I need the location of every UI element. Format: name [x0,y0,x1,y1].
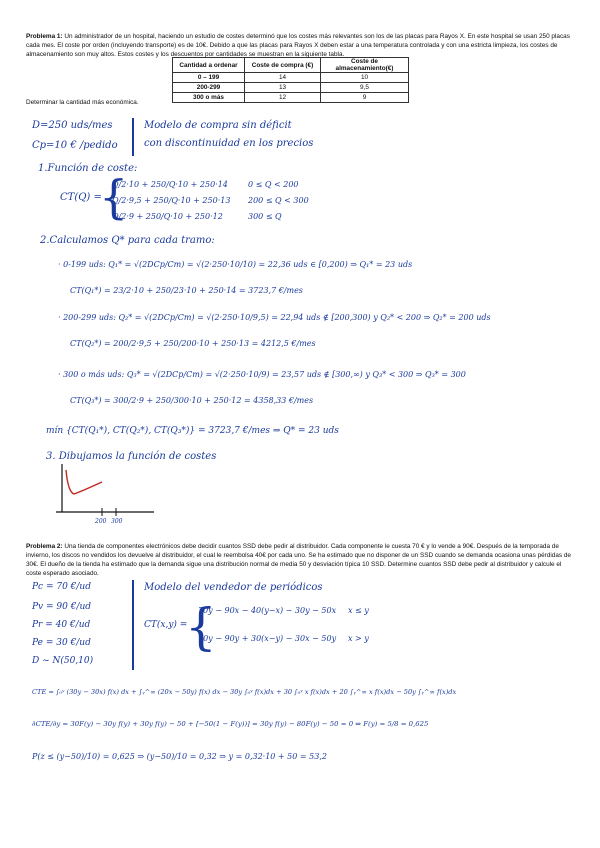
table-header: Cantidad a ordenar [173,58,245,73]
model-title-line1: Modelo de compra sin déficit [144,120,292,131]
table-cell: 9,5 [321,83,409,93]
tramo2-calc: · 200-299 uds: Q₂* = √(2DCp/Cm) = √(2·250·10/9,5) = 22,94 uds ∉ [200,300) y Q₂* < 200 ⇒ Q₂* = 200 uds [58,313,491,322]
separator-line [132,580,134,670]
table-cell: 0 – 199 [173,73,245,83]
step3-title: 3. Dibujamos la función de costes [46,451,217,462]
table-cell: 10 [321,73,409,83]
separator-line [132,118,134,156]
ct2-row-1-expr: 70y − 90x − 40(y−x) − 30y − 50x [198,606,337,615]
price-table [172,57,409,103]
ct-row-2-cond: 200 ≤ Q < 300 [248,196,309,205]
demand-distribution: D ~ N(50,10) [32,656,94,666]
ct-row-2-expr: Q/2·9,5 + 250/Q·10 + 250·13 [112,196,231,205]
graph-tick-label: 300 [111,518,123,525]
problem2-label: Problema 2: [26,543,63,550]
cost-price: Pc = 70 €/ud [32,582,91,592]
table-cell: 300 o más [173,93,245,103]
data-demand: D=250 uds/mes [32,120,113,131]
ct2-row-2-cond: x > y [348,634,369,643]
problem2-statement [26,542,578,578]
problem1-question: Determinar la cantidad más económica. [26,99,139,106]
data-order-cost: Cp=10 € /pedido [32,140,118,151]
step2-title-text: 2.Calculamos Q* para cada tramo: [40,235,215,246]
shortage-cost: Pe = 30 €/ud [32,638,91,648]
derivative-equation: ∂CTE/∂y = 30F(y) − 30y f(y) + 30y f(y) − 50 + [−50(1 − F(y))] = 30y f(y) − 80F(y) − 50 = 0 ⇒ F(y) = 5/8 = 0,625 [32,720,429,728]
ct-row-1-cond: 0 ≤ Q < 200 [248,180,299,189]
table-row [173,83,409,93]
graph-cost-curve [66,470,102,494]
step1-title: 1.Función de coste: [38,163,138,174]
table-header: Coste de almacenamiento(€) [321,58,409,73]
tramo3-calc: · 300 o más uds: Q₃* = √(2DCp/Cm) = √(2·250·10/9) = 23,57 uds ∉ [300,∞) y Q₃* < 300 ⇒ Q₃* = 300 [58,370,466,379]
brace-symbol: { [99,170,129,224]
probability-result: P(z ≤ (y−50)/10) = 0,625 ⇒ (y−50)/10 = 0,32 ⇒ y = 0,32·10 + 50 = 53,2 [32,752,327,761]
problem1-label: Problema 1: [26,33,63,40]
ct-row-1-expr: Q/2·10 + 250/Q·10 + 250·14 [112,180,228,189]
tramo3-cost: CT(Q₃*) = 300/2·9 + 250/300·10 + 250·12 = 4358,33 €/mes [70,396,314,405]
sale-price: Pv = 90 €/ud [32,602,92,612]
ct2-row-2-expr: 70y − 90y + 30(x−y) − 30x − 50y [198,634,337,643]
ct-label: CT(Q) = [60,192,102,203]
table-cell: 9 [321,93,409,103]
table-row [173,93,409,103]
ct2-row-1-cond: x ≤ y [348,606,369,615]
brace-symbol: { [185,598,217,656]
problem2-text: Una tienda de componentes electrónicos debe decidir cuantos SSD debe pedir al distribuidor. Cada componente le cuesta 70 € y lo vende a 90€. Después de la temporada de invierno, los discos no vendidos los devuelve al distribuidor, el cual le reembolsa 40€ por cada uno. Se ha estimado que no disponer de un SSD cuando se demanda ocasiona unas pérdidas de 30€. El dueño de la tienda ha estimado que la demanda sigue una distribución normal de media 50 y desviación típica 10 SSD. Determine cuantos SSD debe pedir al distribuidor y calcule el coste esperado asociado. [26,543,571,577]
ct-row-3-cond: 300 ≤ Q [248,212,282,221]
table-cell: 200-299 [173,83,245,93]
model-title-line2: con discontinuidad en los precios [144,138,314,149]
tramo1-cost: CT(Q₁*) = 23/2·10 + 250/23·10 + 250·14 = 3723,7 €/mes [70,286,303,295]
tramo1-calc: · 0-199 uds: Q₁* = √(2DCp/Cm) = √(2·250·10/10) = 22,36 uds ∈ [0,200) ⇒ Q₁* = 23 uds [58,260,413,269]
ct-row-3-expr: Q/2·9 + 250/Q·10 + 250·12 [112,212,223,221]
problem1-text: Un administrador de un hospital, haciendo un estudio de costes determinó que los costes más relevantes son los de las placas para Rayos X. En este hospital se usan 250 placas cada mes. El coste por orden (incluyendo transporte) es de 10€. Debido a que las placas para Rayos X deben estar a una temperatura controlada y con una estricta limpieza, los costes de almacenamiento son muy altos. Estos costes y los descuentos por cantidades se muestran en la siguiente tabla. [26,33,570,58]
cost-function-graph [50,462,160,526]
graph-tick-label: 200 [95,518,107,525]
table-row [173,73,409,83]
tramo2-cost: CT(Q₂*) = 200/2·9,5 + 250/200·10 + 250·13 = 4212,5 €/mes [70,339,316,348]
model-title: Modelo del vendedor de periódicos [144,582,323,593]
ct2-label: CT(x,y) = [144,620,188,630]
minimum-line: mín {CT(Q₁*), CT(Q₂*), CT(Q₃*)} = 3723,7 €/mes ⇒ Q* = 23 uds [46,426,339,436]
expected-cost-formula: CTE = ∫₀ʸ (30y − 30x) f(x) dx + ∫ᵧ^∞ (20x − 50y) f(x) dx − 30y ∫₀ʸ f(x)dx + 30 ∫₀ʸ x f(x)dx + 20 ∫ᵧ^∞ x f(x)dx − 50y ∫ᵧ^∞ f(x)dx [32,688,457,696]
table-cell: 14 [245,73,321,83]
table-cell: 12 [245,93,321,103]
table-header: Coste de compra (€) [245,58,321,73]
problem1-statement [26,32,578,59]
refund-price: Pr = 40 €/ud [32,620,91,630]
table-cell: 13 [245,83,321,93]
table-header-row [173,58,409,73]
